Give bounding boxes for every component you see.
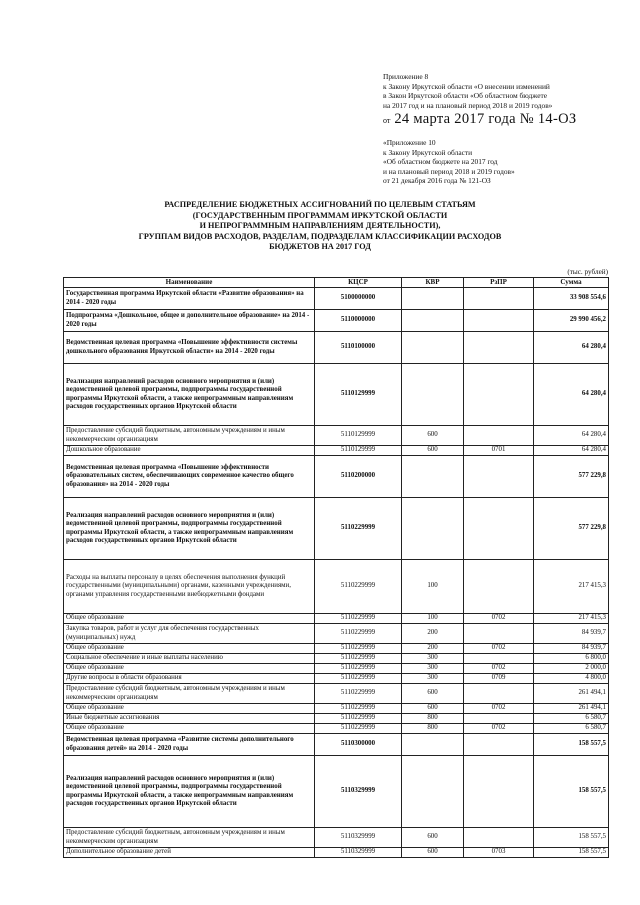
appendix-8-line: на 2017 год и на плановый период 2018 и 2019 годов»: [383, 100, 553, 110]
cell-rzpr: [464, 288, 534, 310]
table-row: [64, 456, 609, 498]
cell-sum: 158 557,5: [534, 756, 609, 828]
cell-rzpr: 0702: [464, 704, 534, 714]
cell-kvr: [402, 456, 464, 498]
units-label: (тыс. рублей): [567, 268, 608, 276]
cell-kvr: 200: [402, 644, 464, 654]
cell-kcsr: 5110129999: [315, 364, 402, 426]
cell-kcsr: 5110000000: [315, 310, 402, 332]
cell-kcsr: 5110229999: [315, 664, 402, 674]
cell-name: Подпрограмма «Дошкольное, общее и дополнительное образование» на 2014 - 2020 годы: [64, 310, 315, 332]
table-row: [64, 624, 609, 644]
cell-name: Ведомственная целевая программа «Повышение эффективности образовательных систем, обеспечивающих современное качество общего образования» на 2014 - 2020 годы: [64, 456, 315, 498]
table-row: [64, 654, 609, 664]
cell-kvr: [402, 756, 464, 828]
title-line: (ГОСУДАРСТВЕННЫМ ПРОГРАММАМ ИРКУТСКОЙ ОБЛАСТИ: [192, 210, 448, 220]
cell-name: Государственная программа Иркутской области «Развитие образования» на 2014 - 2020 годы: [64, 288, 315, 310]
title-line: И НЕПРОГРАММНЫМ НАПРАВЛЕНИЯМ ДЕЯТЕЛЬНОСТИ),: [199, 221, 441, 230]
cell-kvr: 100: [402, 560, 464, 614]
cell-rzpr: [464, 498, 534, 560]
cell-kcsr: 5110229999: [315, 644, 402, 654]
cell-rzpr: [464, 456, 534, 498]
cell-name: Ведомственная целевая программа «Повышение эффективности системы дошкольного образования Иркутской области» на 2014 - 2020 годы: [64, 332, 315, 364]
title-line: РАСПРЕДЕЛЕНИЕ БЮДЖЕТНЫХ АССИГНОВАНИЙ ПО ЦЕЛЕВЫМ СТАТЬЯМ: [164, 200, 476, 209]
cell-sum: 6 580,7: [534, 724, 609, 734]
cell-kvr: 100: [402, 614, 464, 624]
cell-kvr: [402, 364, 464, 426]
cell-kvr: [402, 734, 464, 756]
cell-name: Закупка товаров, работ и услуг для обеспечения государственных (муниципальных) нужд: [64, 624, 315, 644]
cell-rzpr: 0702: [464, 644, 534, 654]
table-row: [64, 614, 609, 624]
cell-kvr: 800: [402, 714, 464, 724]
cell-kcsr: 5110229999: [315, 498, 402, 560]
cell-kvr: [402, 332, 464, 364]
cell-rzpr: [464, 756, 534, 828]
cell-sum: 261 494,1: [534, 704, 609, 714]
cell-rzpr: [464, 654, 534, 664]
cell-sum: 4 800,0: [534, 674, 609, 684]
document-title: [75, 200, 565, 253]
table-row: [64, 364, 609, 426]
cell-name: Общее образование: [64, 664, 315, 674]
cell-sum: 158 557,5: [534, 828, 609, 848]
cell-name: Другие вопросы в области образования: [64, 674, 315, 684]
cell-sum: 577 229,8: [534, 498, 609, 560]
cell-rzpr: 0702: [464, 724, 534, 734]
cell-kvr: [402, 288, 464, 310]
budget-table: [63, 277, 609, 858]
cell-name: Реализация направлений расходов основного мероприятия и (или) ведомственной целевой программы, подпрограммы государственной программы Иркутской области, а также непрограммным направлениям расходов государственных органов Иркутской области: [64, 364, 315, 426]
cell-name: Предоставление субсидий бюджетным, автономным учреждениям и иным некоммерческим организациям: [64, 684, 315, 704]
cell-sum: 64 280,4: [534, 332, 609, 364]
cell-kcsr: 5110229999: [315, 704, 402, 714]
cell-sum: 261 494,1: [534, 684, 609, 704]
cell-sum: 2 000,0: [534, 664, 609, 674]
cell-kcsr: 5110329999: [315, 828, 402, 848]
appendix-10-line: от 21 декабря 2016 года № 121-ОЗ: [383, 176, 491, 186]
cell-kcsr: 5110129999: [315, 426, 402, 446]
table-row: [64, 332, 609, 364]
cell-name: Реализация направлений расходов основного мероприятия и (или) ведомственной целевой программы, подпрограммы государственной программы Иркутской области, а также непрограммным направлениям расходов государственных органов Иркутской области: [64, 756, 315, 828]
cell-rzpr: [464, 426, 534, 446]
cell-kcsr: 5110229999: [315, 714, 402, 724]
table-row: [64, 848, 609, 858]
appendix-8-line: в Закон Иркутской области «Об областном бюджете: [383, 91, 548, 101]
table-header-row: [64, 278, 609, 288]
cell-kcsr: 5110229999: [315, 654, 402, 664]
title-line: БЮДЖЕТОВ НА 2017 ГОД: [269, 242, 371, 251]
appendix-10-line: и на плановый период 2018 и 2019 годов»: [383, 166, 515, 176]
cell-name: Предоставление субсидий бюджетным, автономным учреждениям и иным некоммерческим организациям: [64, 426, 315, 446]
cell-name: Общее образование: [64, 644, 315, 654]
cell-rzpr: [464, 714, 534, 724]
cell-kvr: 300: [402, 654, 464, 664]
decree-prefix: от: [383, 116, 391, 126]
cell-kcsr: 5100000000: [315, 288, 402, 310]
cell-sum: 84 939,7: [534, 644, 609, 654]
header-kvr: КВР: [402, 278, 464, 288]
cell-rzpr: 0701: [464, 446, 534, 456]
cell-name: Расходы на выплаты персоналу в целях обеспечения выполнения функций государственными (муниципальными) органами, казенными учреждениями, органами управления государственными внебюджетными фондами: [64, 560, 315, 614]
appendix-8-block: [383, 72, 613, 128]
cell-kcsr: 5110129999: [315, 446, 402, 456]
cell-sum: 577 229,8: [534, 456, 609, 498]
cell-rzpr: 0703: [464, 848, 534, 858]
cell-rzpr: 0702: [464, 664, 534, 674]
cell-rzpr: [464, 624, 534, 644]
cell-kcsr: 5110329999: [315, 848, 402, 858]
cell-kvr: 600: [402, 828, 464, 848]
table-row: [64, 704, 609, 714]
cell-sum: 158 557,5: [534, 848, 609, 858]
cell-kvr: 800: [402, 724, 464, 734]
table-row: [64, 288, 609, 310]
cell-kvr: [402, 310, 464, 332]
cell-kvr: [402, 498, 464, 560]
appendix-8-line: Приложение 8: [383, 72, 429, 81]
cell-sum: 6 800,0: [534, 654, 609, 664]
cell-kvr: 600: [402, 426, 464, 446]
cell-rzpr: 0702: [464, 614, 534, 624]
table-row: [64, 446, 609, 456]
appendix-10-line: «Приложение 10: [383, 138, 436, 147]
cell-sum: 64 280,4: [534, 426, 609, 446]
cell-rzpr: [464, 734, 534, 756]
table-row: [64, 664, 609, 674]
appendix-10-block: [383, 138, 603, 186]
table-row: [64, 734, 609, 756]
cell-rzpr: [464, 332, 534, 364]
cell-name: Дошкольное образование: [64, 446, 315, 456]
cell-name: Общее образование: [64, 724, 315, 734]
table-row: [64, 426, 609, 446]
cell-kvr: 300: [402, 674, 464, 684]
cell-kvr: 200: [402, 624, 464, 644]
table-row: [64, 560, 609, 614]
cell-kcsr: 5110229999: [315, 674, 402, 684]
cell-sum: 158 557,5: [534, 734, 609, 756]
cell-kcsr: 5110300000: [315, 734, 402, 756]
cell-sum: 84 939,7: [534, 624, 609, 644]
cell-rzpr: [464, 684, 534, 704]
cell-rzpr: [464, 310, 534, 332]
cell-sum: 33 908 554,6: [534, 288, 609, 310]
table-row: [64, 674, 609, 684]
cell-name: Социальное обеспечение и иные выплаты населению: [64, 654, 315, 664]
table-row: [64, 644, 609, 654]
appendix-10-line: к Закону Иркутской области: [383, 147, 473, 157]
cell-name: Иные бюджетные ассигнования: [64, 714, 315, 724]
cell-kcsr: 5110200000: [315, 456, 402, 498]
cell-name: Дополнительное образование детей: [64, 848, 315, 858]
cell-name: Ведомственная целевая программа «Развитие системы дополнительного образования детей» на 2014 - 2020 годы: [64, 734, 315, 756]
cell-name: Общее образование: [64, 704, 315, 714]
cell-rzpr: [464, 560, 534, 614]
cell-kvr: 300: [402, 664, 464, 674]
decree-date-number: 24 марта 2017 года № 14-ОЗ: [394, 111, 577, 128]
appendix-10-line: «Об областном бюджете на 2017 год: [383, 157, 498, 167]
table-row: [64, 714, 609, 724]
table-row: [64, 498, 609, 560]
cell-kcsr: 5110229999: [315, 724, 402, 734]
decree-line: [383, 112, 613, 128]
cell-kvr: 600: [402, 848, 464, 858]
table-row: [64, 724, 609, 734]
header-sum: Сумма: [534, 278, 609, 288]
cell-sum: 29 990 456,2: [534, 310, 609, 332]
cell-sum: 64 280,4: [534, 446, 609, 456]
header-rzpr: РзПР: [464, 278, 534, 288]
cell-kcsr: 5110329999: [315, 756, 402, 828]
cell-sum: 64 280,4: [534, 364, 609, 426]
table-row: [64, 756, 609, 828]
table-body: [64, 288, 609, 858]
cell-kcsr: 5110229999: [315, 614, 402, 624]
cell-kvr: 600: [402, 684, 464, 704]
table-row: [64, 310, 609, 332]
cell-name: Реализация направлений расходов основного мероприятия и (или) ведомственной целевой программы, подпрограммы государственной программы Иркутской области, а также непрограммным направлениям расходов государственных органов Иркутской области: [64, 498, 315, 560]
cell-name: Предоставление субсидий бюджетным, автономным учреждениям и иным некоммерческим организациям: [64, 828, 315, 848]
cell-kcsr: 5110229999: [315, 684, 402, 704]
cell-kcsr: 5110229999: [315, 560, 402, 614]
header-kcsr: КЦСР: [315, 278, 402, 288]
cell-sum: 217 415,3: [534, 614, 609, 624]
cell-sum: 217 415,3: [534, 560, 609, 614]
appendix-8-line: к Закону Иркутской области «О внесении изменений: [383, 81, 550, 91]
cell-name: Общее образование: [64, 614, 315, 624]
cell-rzpr: 0709: [464, 674, 534, 684]
cell-rzpr: [464, 828, 534, 848]
cell-kvr: 600: [402, 704, 464, 714]
cell-kcsr: 5110229999: [315, 624, 402, 644]
table-row: [64, 684, 609, 704]
cell-kvr: 600: [402, 446, 464, 456]
title-line: ГРУППАМ ВИДОВ РАСХОДОВ, РАЗДЕЛАМ, ПОДРАЗДЕЛАМ КЛАССИФИКАЦИИ РАСХОДОВ: [138, 231, 502, 241]
header-name: Наименование: [64, 278, 315, 288]
cell-sum: 6 580,7: [534, 714, 609, 724]
cell-kcsr: 5110100000: [315, 332, 402, 364]
table-row: [64, 828, 609, 848]
cell-rzpr: [464, 364, 534, 426]
